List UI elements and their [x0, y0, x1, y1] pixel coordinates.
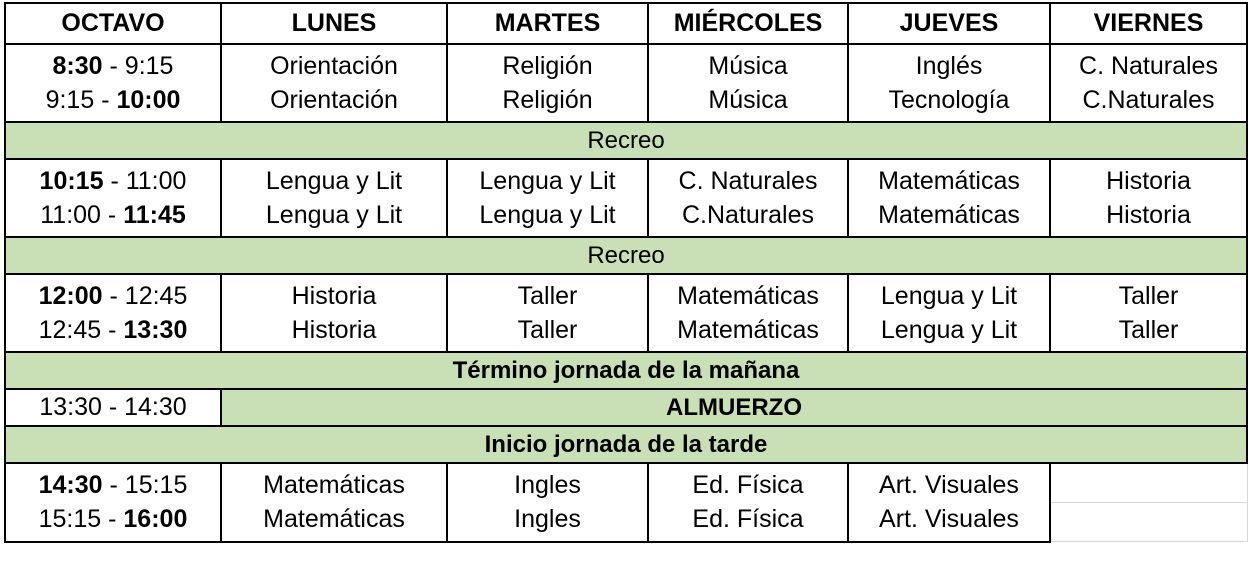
header-row [5, 3, 1247, 44]
time-start: 14:30 [38, 470, 103, 499]
time-separator: - [94, 85, 117, 114]
subject-cell: Ingles [447, 503, 648, 542]
subject-cell: Inglés [848, 44, 1050, 83]
subject-cell: Taller [1050, 313, 1247, 352]
subject-cell: Taller [447, 313, 648, 352]
table-row [5, 198, 1247, 237]
subject-cell [1050, 503, 1247, 542]
subject-cell: C. Naturales [1050, 44, 1247, 83]
time-cell [5, 274, 221, 313]
lunch-row [5, 389, 1247, 426]
table-row [5, 83, 1247, 122]
time-separator: - [101, 315, 124, 344]
time-cell [5, 159, 221, 198]
time-end: 9:15 [124, 51, 174, 80]
subject-cell: Religión [447, 83, 648, 122]
subject-cell: Art. Visuales [848, 463, 1050, 503]
time-separator: - [102, 281, 125, 310]
subject-cell: Matemáticas [221, 503, 447, 542]
recreo-band-label: Recreo [5, 122, 1247, 159]
subject-cell: C.Naturales [1050, 83, 1247, 122]
time-cell [5, 198, 221, 237]
time-separator: - [101, 505, 124, 533]
subject-cell: Música [648, 44, 848, 83]
start-afternoon-band [5, 426, 1247, 463]
subject-cell: Taller [1050, 274, 1247, 313]
time-separator: - [102, 51, 125, 80]
subject-cell: Lengua y Lit [848, 313, 1050, 352]
subject-cell: Lengua y Lit [221, 159, 447, 198]
subject-cell: Ed. Física [648, 463, 848, 503]
end-morning-band-label: Término jornada de la mañana [5, 352, 1247, 389]
subject-cell: Religión [447, 44, 648, 83]
subject-cell [1050, 463, 1247, 503]
subject-cell: Historia [221, 313, 447, 352]
subject-cell: Lengua y Lit [447, 198, 648, 237]
time-separator: - [102, 470, 125, 499]
time-start: 12:00 [38, 281, 103, 310]
time-start: 10:15 [39, 166, 104, 195]
subject-cell: Art. Visuales [848, 503, 1050, 542]
time-cell [5, 463, 221, 503]
subject-cell: Taller [447, 274, 648, 313]
time-end: 13:30 [123, 315, 188, 344]
header-cell: VIERNES [1050, 3, 1247, 44]
time-end: 10:00 [116, 85, 181, 114]
start-afternoon-band-label: Inicio jornada de la tarde [5, 426, 1247, 463]
subject-cell: Historia [1050, 159, 1247, 198]
subject-cell: Matemáticas [221, 463, 447, 503]
time-end: 12:45 [124, 281, 188, 310]
subject-cell: C.Naturales [648, 198, 848, 237]
subject-cell: Ed. Física [648, 503, 848, 542]
time-cell [5, 83, 221, 122]
time-end: 15:15 [124, 470, 188, 499]
header-cell: LUNES [221, 3, 447, 44]
table-row [5, 44, 1247, 83]
subject-cell: Tecnología [848, 83, 1050, 122]
recreo-band [5, 122, 1247, 159]
subject-cell: Música [648, 83, 848, 122]
subject-cell: Lengua y Lit [447, 159, 648, 198]
time-start: 11:00 [40, 200, 101, 229]
schedule-table [4, 2, 1248, 543]
table-row [5, 313, 1247, 352]
subject-cell: Orientación [221, 83, 447, 122]
subject-cell: Historia [1050, 198, 1247, 237]
subject-cell: Matemáticas [648, 313, 848, 352]
header-cell: MIÉRCOLES [648, 3, 848, 44]
time-end: 11:00 [125, 166, 187, 195]
header-cell: JUEVES [848, 3, 1050, 44]
time-start: 8:30 [52, 51, 103, 80]
recreo-band-label: Recreo [5, 237, 1247, 274]
subject-cell: Matemáticas [848, 159, 1050, 198]
recreo-band [5, 237, 1247, 274]
time-separator: - [103, 166, 126, 195]
table-row [5, 503, 1247, 542]
time-start: 12:45 [38, 315, 102, 344]
table-row [5, 159, 1247, 198]
time-separator: - [100, 200, 124, 229]
subject-cell: Ingles [447, 463, 648, 503]
table-row [5, 463, 1247, 503]
time-start: 9:15 [45, 85, 95, 114]
subject-cell: Historia [221, 274, 447, 313]
subject-cell: Matemáticas [648, 274, 848, 313]
subject-cell: Orientación [221, 44, 447, 83]
time-start: 15:15 [38, 505, 102, 533]
time-cell [5, 44, 221, 83]
lunch-label: ALMUERZO [221, 389, 1247, 426]
time-end: 16:00 [123, 505, 188, 533]
header-cell: OCTAVO [5, 3, 221, 44]
time-cell [5, 313, 221, 352]
subject-cell: Lengua y Lit [221, 198, 447, 237]
lunch-time: 13:30 - 14:30 [5, 389, 221, 426]
header-cell: MARTES [447, 3, 648, 44]
time-end: 11:45 [123, 200, 186, 229]
subject-cell: C. Naturales [648, 159, 848, 198]
end-morning-band [5, 352, 1247, 389]
subject-cell: Lengua y Lit [848, 274, 1050, 313]
table-row [5, 274, 1247, 313]
subject-cell: Matemáticas [848, 198, 1050, 237]
time-cell [5, 503, 221, 542]
